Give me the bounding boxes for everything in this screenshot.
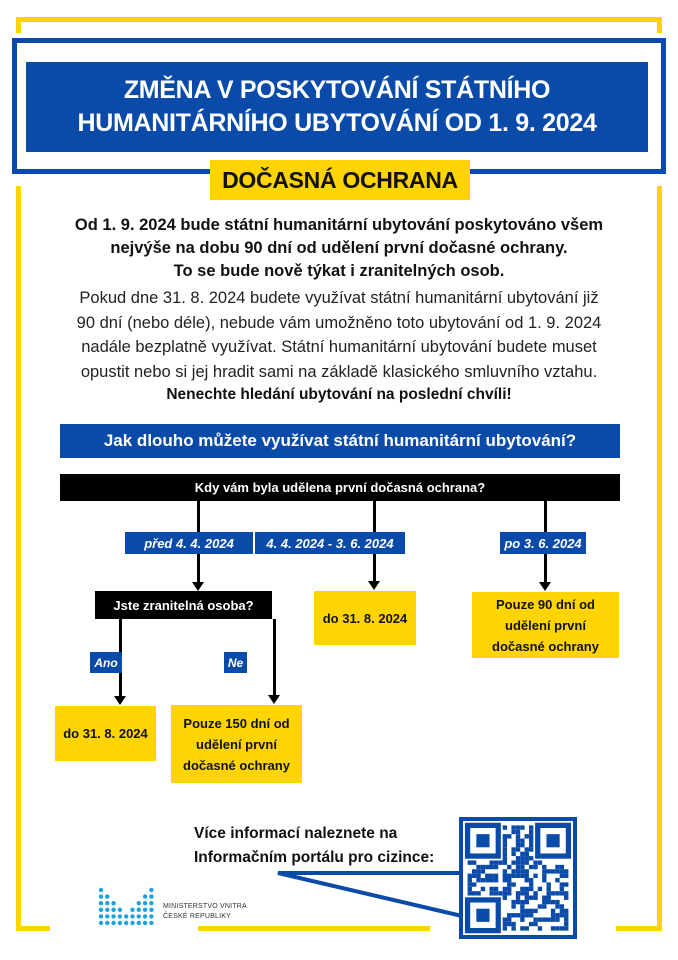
qr-module [503,922,507,926]
result-line: Pouze 90 dní od [496,596,595,612]
result-line: udělení první [196,736,277,752]
qr-module [498,860,502,864]
qr-module [564,922,568,926]
answer-no-label: Ne [224,652,247,673]
qr-module [511,825,515,829]
qr-module [503,843,507,847]
qr-module [472,874,476,878]
qr-module [476,874,480,878]
qr-module [503,852,507,856]
qr-module [507,882,511,886]
qr-module [551,909,555,913]
qr-module [516,847,520,851]
qr-module [507,891,511,895]
question-vulnerable: Jste zranitelná osoba? [95,591,272,619]
qr-module [503,896,507,900]
qr-module [481,887,485,891]
qr-module [485,865,489,869]
qr-module [560,874,564,878]
qr-module [542,896,546,900]
logo-dot [105,914,109,918]
logo-dot [149,921,153,925]
qr-module [468,860,472,864]
frame-bottom-right [616,926,662,931]
qr-module [472,860,476,864]
qr-module [520,860,524,864]
qr-module [520,917,524,921]
qr-module [529,865,533,869]
qr-module [481,878,485,882]
logo-dot [143,894,147,898]
qr-module [503,878,507,882]
qr-module [516,896,520,900]
qr-module [468,891,472,895]
qr-module [525,847,529,851]
qr-module [555,865,559,869]
qr-module [529,878,533,882]
qr-module [525,834,529,838]
qr-module [472,891,476,895]
qr-module [503,860,507,864]
logo-dot [130,908,134,912]
qr-module [525,887,529,891]
qr-module [476,869,480,873]
qr-module [468,874,472,878]
title-line-2: HUMANITÁRNÍHO UBYTOVÁNÍ OD 1. 9. 2024 [77,109,597,137]
qr-module [511,882,515,886]
qr-module [525,852,529,856]
qr-module [511,913,515,917]
qr-module [560,869,564,873]
qr-module [507,865,511,869]
qr-module [511,926,515,930]
logo-dot [105,894,109,898]
qr-module [560,909,564,913]
qr-module [490,874,494,878]
result-after [472,592,619,658]
qr-module [560,865,564,869]
frame-top [16,17,662,22]
qr-module [538,904,542,908]
qr-module [560,904,564,908]
qr-module [551,900,555,904]
qr-module [564,891,568,895]
result-vulnerable-no [171,705,302,783]
logo-dot [99,914,103,918]
qr-module [511,860,515,864]
qr-module [564,882,568,886]
arrow-down-icon [539,582,551,591]
qr-module [511,852,515,856]
result-between: do 31. 8. 2024 [314,591,416,645]
connector-line [273,619,276,699]
qr-module [551,869,555,873]
qr-module [533,917,537,921]
logo-dot [118,914,122,918]
logo-dot [105,908,109,912]
qr-module [507,917,511,921]
qr-module [520,825,524,829]
qr-module [520,926,524,930]
qr-module [564,909,568,913]
qr-module [525,913,529,917]
qr-module [533,891,537,895]
logo-dot [149,914,153,918]
qr-module [507,834,511,838]
qr-module [529,896,533,900]
qr-module [538,860,542,864]
logo-dot [124,914,128,918]
logo-dot [111,914,115,918]
qr-module [529,843,533,847]
more-info-line-1: Více informací naleznete na [194,825,398,842]
lead-line-1: Od 1. 9. 2024 bude státní humanitární ubytování poskytováno všem [74,216,604,234]
qr-module [476,891,480,895]
qr-module [529,887,533,891]
logo-dot [149,908,153,912]
qr-module [503,825,507,829]
qr-module [494,878,498,882]
qr-module [511,847,515,851]
qr-module [525,878,529,882]
qr-module [555,869,559,873]
qr-module [529,856,533,860]
logo-dot [118,921,122,925]
qr-module [525,909,529,913]
body-line-2: 90 dní (nebo déle), nebude vám umožněno toto ubytování od 1. 9. 2024 [76,313,602,332]
logo-dot [143,908,147,912]
qr-module [542,900,546,904]
qr-module [525,869,529,873]
logo-dot [143,921,147,925]
logo-dot [99,921,103,925]
qr-module [542,865,546,869]
qr-module [520,843,524,847]
qr-module [525,856,529,860]
qr-module [542,869,546,873]
qr-module [555,913,559,917]
qr-module [468,882,472,886]
qr-module [533,909,537,913]
qr-module [520,900,524,904]
qr-module [542,917,546,921]
question-first-protection: Kdy vám byla udělena první dočasná ochrana? [60,474,620,501]
qr-module [511,922,515,926]
qr-module [533,896,537,900]
arrow-down-icon [368,581,380,590]
qr-module [525,896,529,900]
qr-module [542,904,546,908]
qr-module [525,926,529,930]
qr-module [542,878,546,882]
qr-module [555,904,559,908]
logo-dot [111,921,115,925]
logo-dot [137,908,141,912]
logo-dot [149,894,153,898]
qr-module [555,926,559,930]
qr-module [547,882,551,886]
qr-module [525,891,529,895]
logo-dot [118,908,122,912]
qr-module [468,887,472,891]
logo-dot [149,888,153,892]
qr-module [485,874,489,878]
qr-module [555,878,559,882]
subtitle-badge: DOČASNÁ OCHRANA [210,160,470,200]
ministry-logo-text [163,902,247,922]
qr-module [511,900,515,904]
lead-line-3: To se bude nově týkat i zranitelných osob. [173,262,505,280]
qr-module [503,847,507,851]
lead-paragraph [40,214,638,283]
qr-module [503,834,507,838]
frame-right [657,186,662,930]
qr-module [555,917,559,921]
qr-module [551,917,555,921]
qr-module [520,856,524,860]
qr-module [511,904,515,908]
qr-module [494,887,498,891]
qr-module [490,891,494,895]
result-vulnerable-yes: do 31. 8. 2024 [55,706,156,761]
qr-module [529,847,533,851]
qr-module [485,878,489,882]
qr-module [529,882,533,886]
qr-module [516,843,520,847]
qr-module [533,874,537,878]
qr-module [520,904,524,908]
qr-module [490,887,494,891]
call-to-action: Nenechte hledání ubytování na poslední chvíli! [166,386,512,403]
logo-dot [105,921,109,925]
qr-module [498,891,502,895]
qr-module [547,896,551,900]
frame-right-top [657,17,662,33]
qr-module [507,887,511,891]
qr-module [560,926,564,930]
logo-dot [99,901,103,905]
logo-dot [149,901,153,905]
qr-module [564,913,568,917]
qr-module [516,825,520,829]
speech-pointer-icon [270,870,465,920]
qr-module [564,869,568,873]
body-paragraph [34,286,644,384]
result-line: Pouze 150 dní od [183,715,290,731]
logo-line-2: ČESKÉ REPUBLIKY [163,913,231,920]
qr-module [538,926,542,930]
qr-module [520,913,524,917]
qr-module [547,869,551,873]
logo-dot [137,901,141,905]
qr-module [481,865,485,869]
qr-module [520,909,524,913]
qr-module [560,891,564,895]
logo-dot [99,888,103,892]
qr-module [516,913,520,917]
logo-dot [130,914,134,918]
qr-module [472,869,476,873]
page-title [26,62,648,152]
qr-module [547,891,551,895]
lead-line-2: nejvýše na dobu 90 dní od udělení první dočasné ochrany. [110,239,568,257]
flowchart-heading: Jak dlouho můžete využívat státní humanitární ubytování? [60,424,620,458]
qr-module [551,926,555,930]
qr-code-pattern [463,821,573,935]
arrow-down-icon [114,696,126,705]
qr-module [516,830,520,834]
branch-label-before: před 4. 4. 2024 [125,532,253,554]
logo-line-1: MINISTERSTVO VNITRA [163,903,247,910]
qr-module [494,874,498,878]
qr-module [564,874,568,878]
qr-module [520,869,524,873]
qr-module [529,913,533,917]
qr-module [472,882,476,886]
qr-module [494,891,498,895]
qr-module [564,917,568,921]
qr-module [551,913,555,917]
qr-module [520,865,524,869]
qr-module [511,869,515,873]
qr-module [503,839,507,843]
qr-module [555,900,559,904]
qr-module [507,913,511,917]
body-line-3: nadále bezplatně využívat. Státní humanitární ubytování budete muset [81,338,597,356]
qr-module [490,865,494,869]
qr-module [511,830,515,834]
qr-module [529,922,533,926]
qr-module [533,860,537,864]
qr-code-icon[interactable] [459,817,577,939]
qr-module [503,869,507,873]
qr-module [529,825,533,829]
qr-module [490,860,494,864]
qr-module [507,878,511,882]
qr-module [503,917,507,921]
qr-module [516,860,520,864]
logo-dot [137,914,141,918]
arrow-down-icon [192,582,204,591]
qr-module [560,882,564,886]
qr-module [516,839,520,843]
title-line-1: ZMĚNA V POSKYTOVÁNÍ STÁTNÍHO [123,76,551,104]
qr-module [494,865,498,869]
qr-module [516,834,520,838]
qr-module [516,869,520,873]
result-line: udělení první [505,617,586,633]
qr-module [503,874,507,878]
qr-module [525,900,529,904]
more-info-text [194,822,464,870]
qr-module [525,860,529,864]
qr-module [525,874,529,878]
result-line: dočasné ochrany [183,757,290,773]
qr-module [529,839,533,843]
qr-module [560,887,564,891]
qr-module [551,891,555,895]
qr-module [476,865,480,869]
qr-module [507,874,511,878]
body-line-1: Pokud dne 31. 8. 2024 budete využívat státní humanitární ubytování již [79,289,599,307]
qr-module [520,891,524,895]
qr-module [494,860,498,864]
qr-module [547,917,551,921]
branch-label-between: 4. 4. 2024 - 3. 6. 2024 [255,532,405,554]
answer-yes-label: Ano [90,652,122,673]
qr-module [538,917,542,921]
qr-module [503,926,507,930]
qr-module [503,856,507,860]
qr-module [516,891,520,895]
qr-module [520,839,524,843]
qr-module [529,909,533,913]
qr-module [529,834,533,838]
qr-module [542,874,546,878]
frame-left [16,186,21,930]
qr-module [520,887,524,891]
logo-dot [143,901,147,905]
logo-dot [111,908,115,912]
qr-module [481,869,485,873]
qr-module [547,900,551,904]
qr-module [516,865,520,869]
frame-left-top [16,17,21,33]
logo-dot [99,894,103,898]
qr-module [468,878,472,882]
branch-label-after: po 3. 6. 2024 [500,532,586,554]
result-line: dočasné ochrany [492,638,599,654]
qr-module [555,891,559,895]
qr-module [547,887,551,891]
qr-module [529,830,533,834]
more-info-line-2: Informačním portálu pro cizince: [194,849,435,866]
body-line-4: opustit nebo si jej hradit sami na základě klasického smluvního vztahu. [80,362,598,381]
qr-module [538,887,542,891]
qr-module [560,913,564,917]
qr-module [516,900,520,904]
qr-module [511,874,515,878]
qr-module [533,865,537,869]
qr-module [507,922,511,926]
logo-dot [111,901,115,905]
qr-module [503,887,507,891]
qr-module [490,878,494,882]
qr-module [516,856,520,860]
frame-bottom-mid [198,926,430,931]
qr-module [520,852,524,856]
qr-module [503,891,507,895]
qr-module [516,874,520,878]
qr-module [476,878,480,882]
logo-dot [105,901,109,905]
logo-dot [99,908,103,912]
logo-dot [143,914,147,918]
qr-module [564,896,568,900]
logo-dot [124,921,128,925]
frame-bottom-left [16,926,50,931]
qr-module [520,874,524,878]
logo-dot [137,921,141,925]
qr-module [533,922,537,926]
logo-dot [130,921,134,925]
qr-module [564,926,568,930]
ministry-logo-icon [98,885,158,929]
arrow-down-icon [268,695,280,704]
